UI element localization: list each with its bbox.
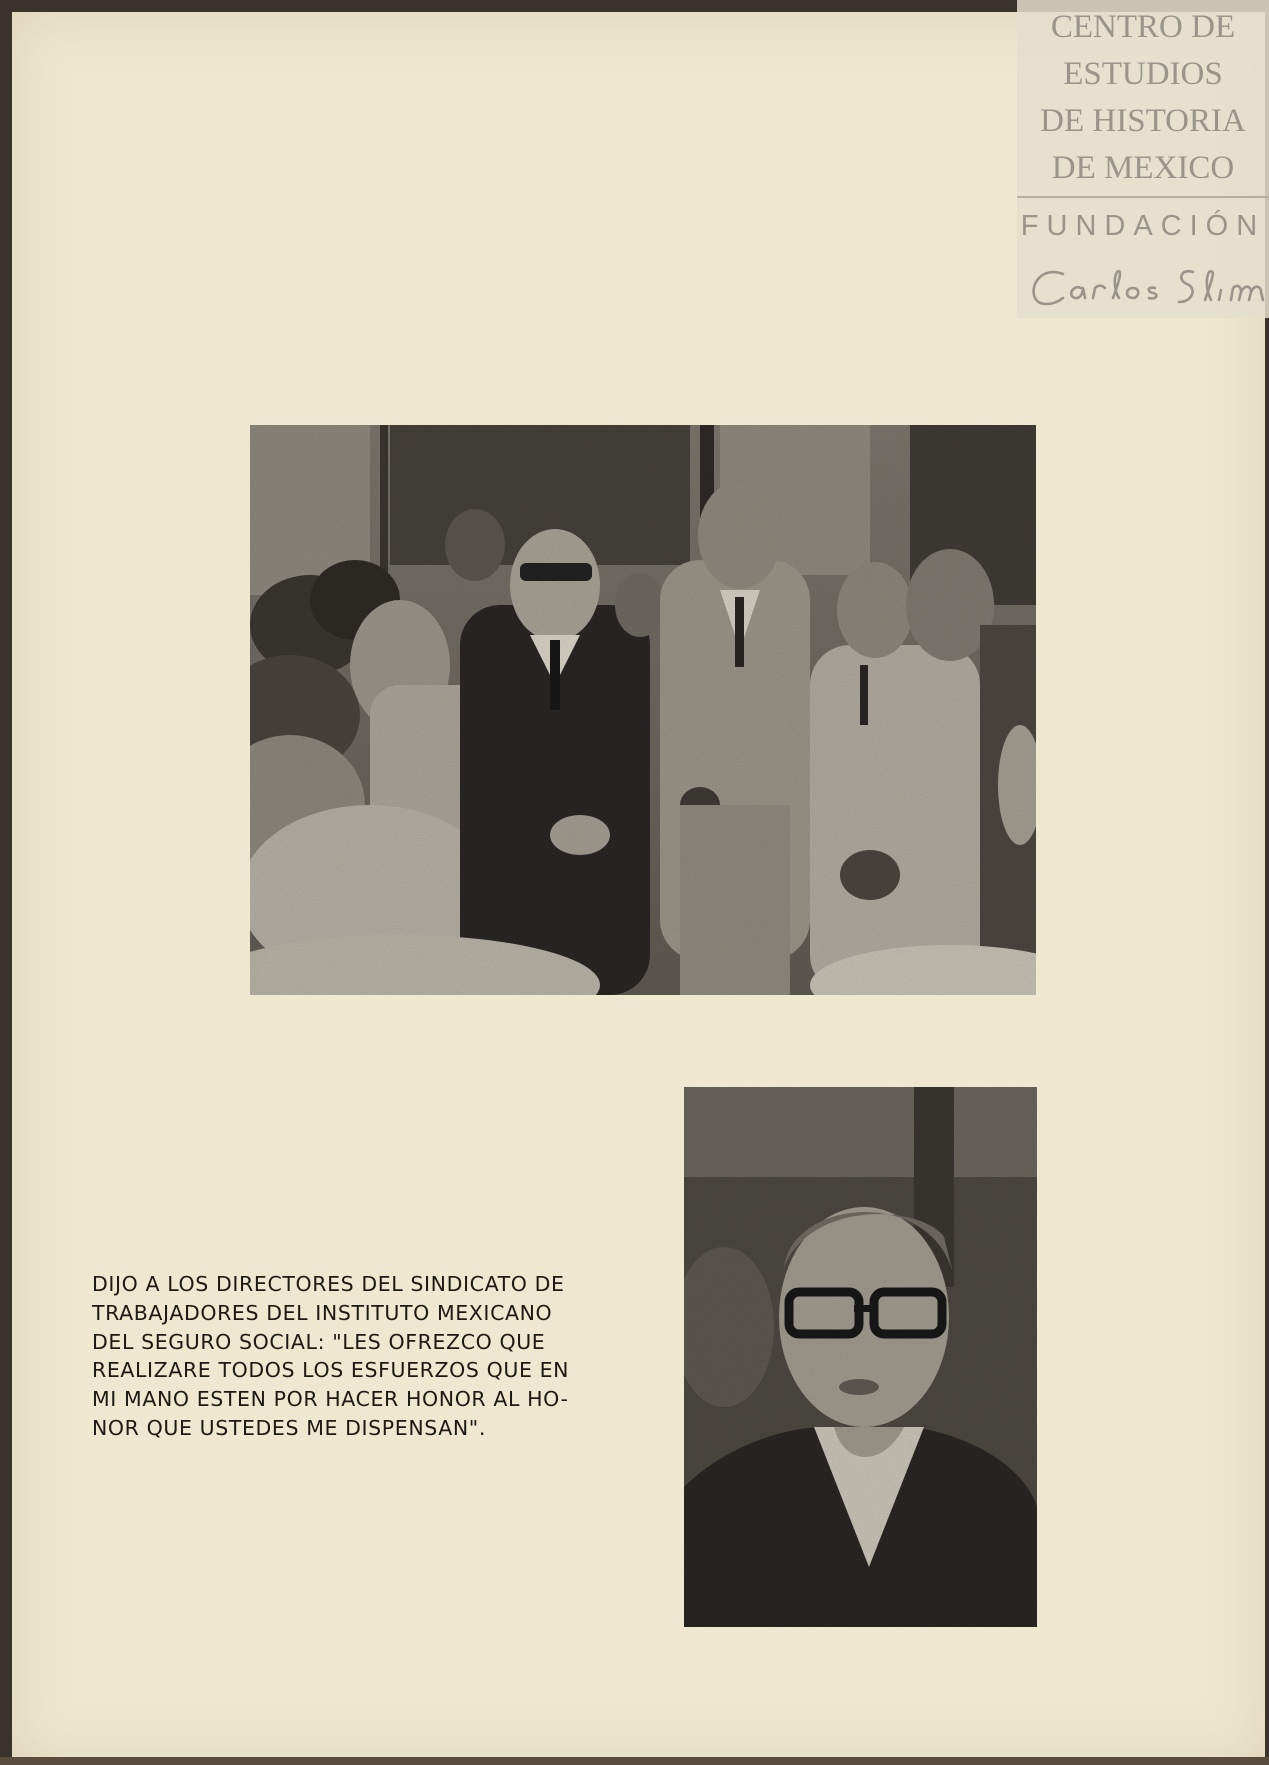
stamp-title: [1017, 4, 1269, 192]
caption-line: MI MANO ESTEN POR HACER HONOR AL HO-: [92, 1387, 569, 1412]
caption-line: REALIZARE TODOS LOS ESFUERZOS QUE EN: [92, 1358, 570, 1383]
scan-edge: [0, 1757, 1269, 1765]
stamp-line: CENTRO DE: [1050, 9, 1236, 45]
caption-line: DEL SEGURO SOCIAL: "LES OFREZCO QUE: [92, 1329, 546, 1354]
stamp-foundation: FUNDACIÓN: [1020, 210, 1266, 242]
signature-logo: [1023, 262, 1269, 312]
stamp-line: ESTUDIOS: [1063, 56, 1223, 92]
caption-line: TRABAJADORES DEL INSTITUTO MEXICANO: [92, 1300, 553, 1325]
caption-line: NOR QUE USTEDES ME DISPENSAN".: [92, 1415, 486, 1440]
archive-stamp: [1017, 0, 1269, 318]
group-photo: [250, 425, 1036, 995]
stamp-divider: [1017, 196, 1269, 198]
caption-line: DIJO A LOS DIRECTORES DEL SINDICATO DE: [92, 1272, 565, 1296]
stamp-line: DE MEXICO: [1051, 150, 1235, 186]
photo-caption: [92, 1270, 644, 1443]
portrait-photo: [684, 1087, 1037, 1627]
stamp-line: DE HISTORIA: [1040, 103, 1246, 139]
